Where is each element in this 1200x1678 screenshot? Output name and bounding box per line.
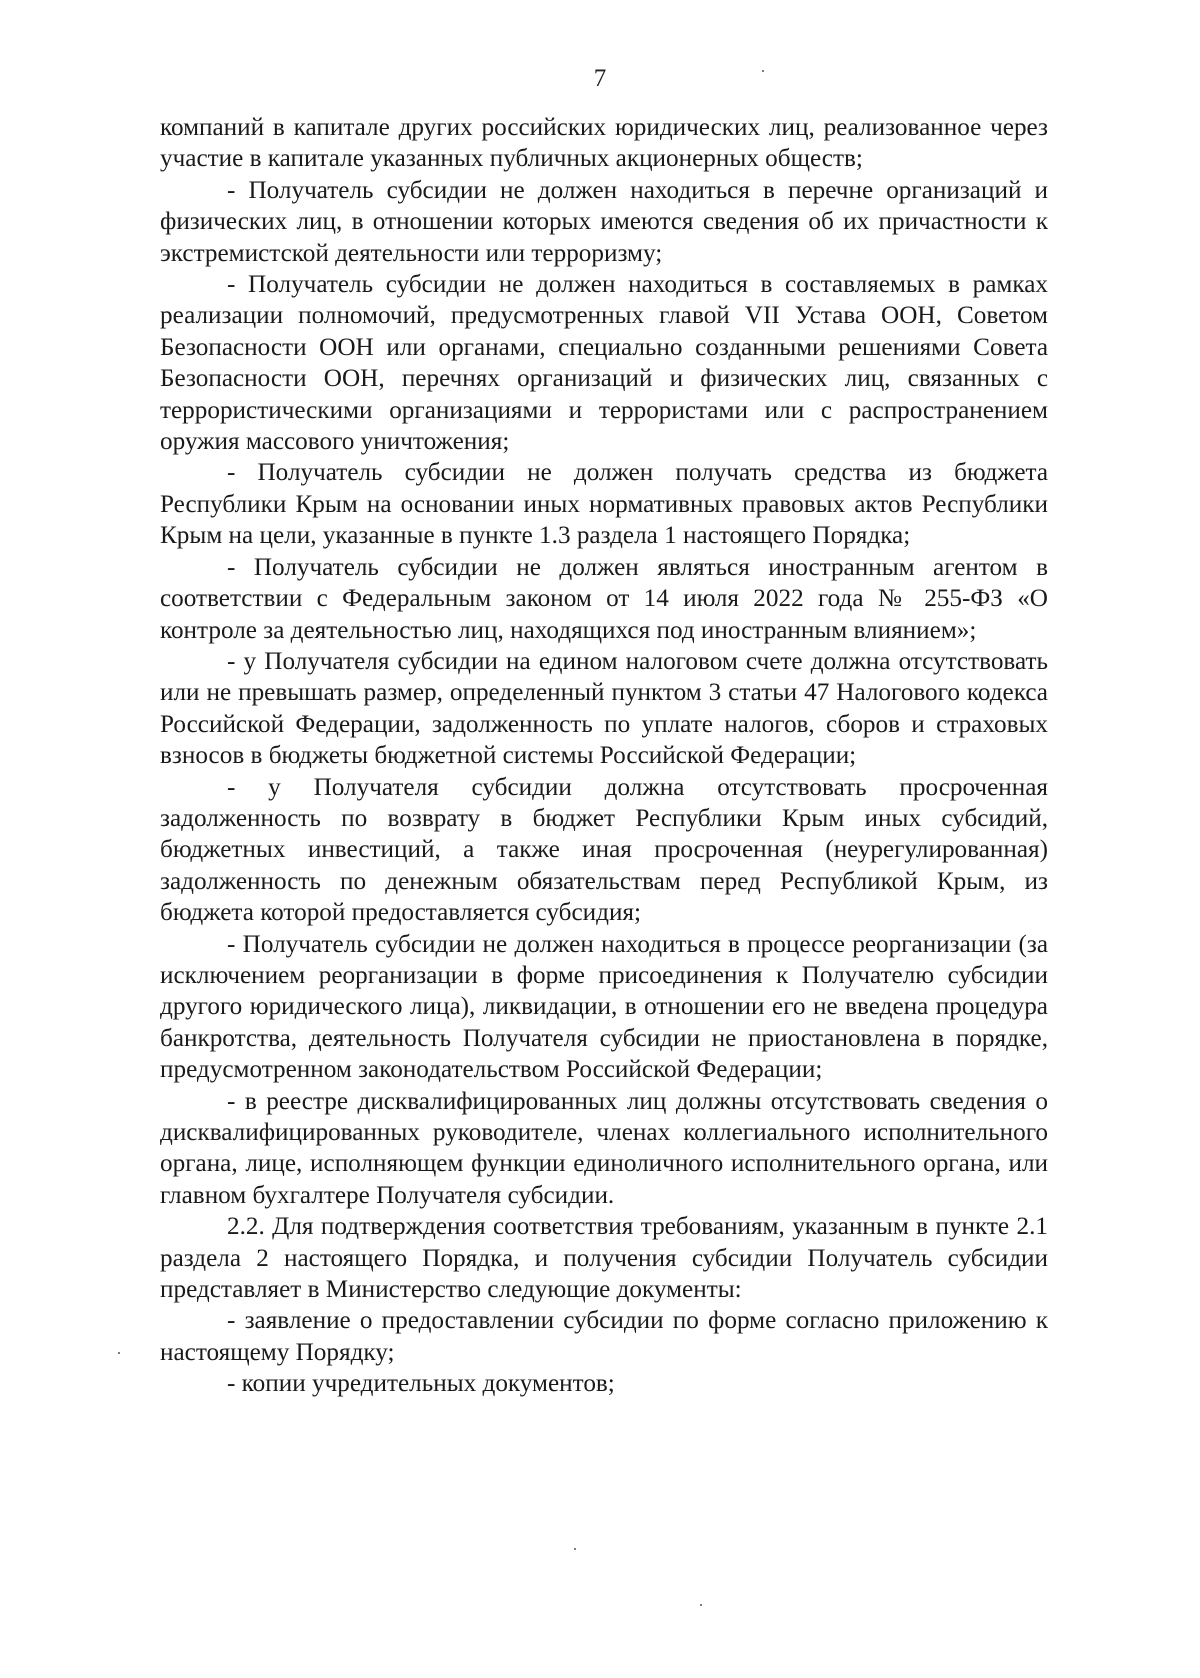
paragraph: - Получатель субсидии не должен находиться в составляемых в рамках реализации полномочий, предусмотренных главой VII Устава ООН, Советом Безопасности ООН или органами, специально созданными решениями Совета Безопасности ООН, перечнях организаций и физических лиц, связанных с террористическими организациями и террористами или с распространением оружия массового уничтожения;	[160, 271, 1048, 456]
paragraph: - в реестре дисквалифицированных лиц должны отсутствовать сведения о дисквалифицированных руководителе, членах коллегиального исполнительного органа, лице, исполняющем функции единоличного исполнительного органа, или главном бухгалтере Получателя субсидии.	[160, 1087, 1048, 1209]
page-number: 7	[593, 65, 607, 92]
paragraph: - у Получателя субсидии должна отсутствовать просроченная задолженность по возврату в бюджет Республики Крым иных субсидий, бюджетных инвестиций, а также иная просроченная (неурегулированная) задолженность по денежным обязательствам перед Республикой Крым, из бюджета которой предоставляется субсидия;	[160, 773, 1048, 927]
paragraph: - Получатель субсидии не должен находиться в перечне организаций и физических лиц, в отношении которых имеются сведения об их причастности к экстремистской деятельности или терроризму;	[160, 176, 1048, 267]
paragraph: - Получатель субсидии не должен получать средства из бюджета Республики Крым на основании иных нормативных правовых актов Республики Крым на цели, указанные в пункте 1.3 раздела 1 настоящего Порядка;	[160, 459, 1048, 550]
paragraph: - Получатель субсидии не должен являться иностранным агентом в соответствии с Федеральным законом от 14 июля 2022 года № 255-ФЗ «О контроле за деятельностью лиц, находящихся под иностранным влиянием»;	[160, 553, 1048, 644]
paragraph: - у Получателя субсидии на едином налоговом счете должна отсутствовать или не превышать размер, определенный пунктом 3 статьи 47 Налогового кодекса Российской Федерации, задолженность по уплате налогов, сборов и страховых взносов в бюджеты бюджетной системы Российской Федерации;	[160, 647, 1048, 770]
paragraph: 2.2. Для подтверждения соответствия требованиям, указанным в пункте 2.1 раздела 2 настоящего Порядка, и получения субсидии Получатель субсидии представляет в Министерство следующие документы:	[160, 1213, 1048, 1304]
paragraph: компаний в капитале других российских юридических лиц, реализованное через участие в капитале указанных публичных акционерных обществ;	[160, 114, 1048, 173]
scan-speck	[574, 1548, 576, 1550]
scan-speck	[762, 70, 764, 72]
scan-speck	[118, 1352, 120, 1354]
paragraph: - копии учредительных документов;	[227, 1370, 615, 1398]
paragraph: - заявление о предоставлении субсидии по форме согласно приложению к настоящему Порядку;	[160, 1307, 1048, 1366]
scan-speck	[700, 1604, 702, 1606]
document-body	[160, 112, 1048, 1400]
paragraph: - Получатель субсидии не должен находиться в процессе реорганизации (за исключением реорганизации в форме присоединения к Получателю субсидии другого юридического лица), ликвидации, в отношении его не введена процедура банкротства, деятельность Получателя субсидии не приостановлена в порядке, предусмотренном законодательством Российской Федерации;	[160, 930, 1048, 1084]
